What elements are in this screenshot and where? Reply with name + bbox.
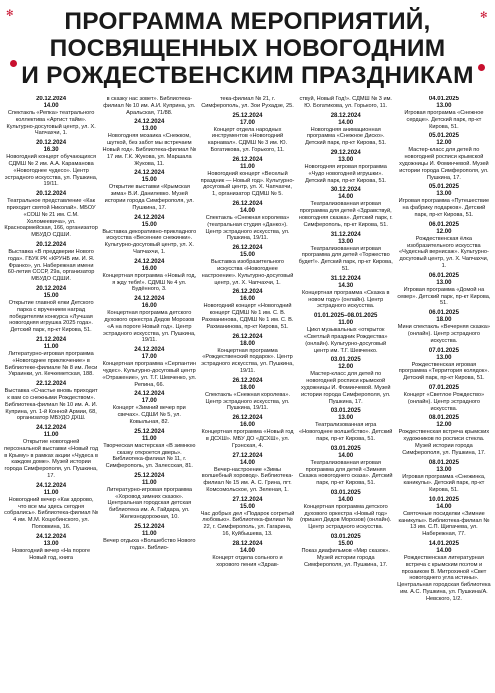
event-date: 30.12.2024 [330,187,361,194]
header [0,0,495,92]
event-desc: Святочные посиделки «Зимние каникулы». Библиотека-филиал № 13 им. С.П. Щипачева, ул. Набережная, 77. [398,510,490,538]
event-date: 24.12.2024 [36,482,67,489]
event-time: 11.00 [240,163,255,170]
event-desc: Игровая программа «Домой на север». Детский парк, пр-кт Кирова, 51. [397,286,491,307]
event-time: 15.00 [43,292,59,299]
event-desc: Мастер-класс для детей по новогодней росписи крымской художницы И. Фоминчевой. Музей истории города Симферополя, ул. Пушкина, 17. [399,147,489,181]
events-column [100,96,198,693]
event-desc: Открытие новогодней персональной выставки «Новый год в Крыму» в рамках акции «Чудеса в каждом доме». Музей истории города Симферополя, ул. Пушкина, 17. [4,439,99,480]
event-date: 08.01.2025 [428,459,459,466]
event-date: 24.12.2024 [36,533,67,540]
event-date: 24.12.2024 [134,391,165,398]
event-item [4,534,98,562]
event-item [102,259,196,293]
event-date: 07.01.2025 [428,384,459,391]
event-item [397,184,491,218]
event-item [299,276,393,310]
event-time: 14.00 [240,207,256,214]
events-column [198,96,296,693]
event-item [200,541,294,569]
event-desc: Рождественская игровая программа «Территория колядок». Детский парк, пр-кт Кирова, 51. [398,361,490,382]
event-desc: Игровая программа «Путешествие на фабрику подарков». Детский парк, пр-кт Кирова, 51. [398,198,490,218]
event-date: 06.01.2025 [428,221,459,228]
event-time: 17.00 [141,398,157,405]
event-date: 05.01.2025 [428,184,459,191]
event-date: 03.01.2025 [330,534,361,541]
event-item [397,385,491,412]
event-date: 01.01.2025–08.01.2025 [314,313,378,320]
event-item [299,313,393,354]
event-time: 11.00 [338,320,354,327]
event-time: 14.00 [338,119,354,126]
events-column [2,96,100,693]
event-time: 13.00 [338,415,354,422]
ornament-icon [10,60,17,67]
event-item [200,415,294,449]
event-item [200,157,294,198]
event-date: 20.12.2024 [36,140,67,147]
event-desc: Рождественская ёлка изобразительного искусства «Чудесный вернисаж». Культурно-досуговый центр, ул. Х. Чапчахчи, 1. [398,235,489,269]
event-date: 24.12.2024 [134,258,165,265]
event-item [102,215,196,256]
ornament-icon [478,64,485,71]
event-item [200,113,294,154]
event-item [102,347,196,388]
event-date: 06.01.2025 [428,310,459,317]
event-time: 13.00 [436,191,452,198]
event-desc: Концертная программа «Новый год в ДСХШ». МБУ ДО «ДСХШ», ул. Грэнская, 4. [201,429,294,449]
event-item [102,119,196,167]
snowflake-icon: ✻ [480,10,488,20]
event-date: 14.01.2025 [428,541,459,548]
event-time: 16.00 [240,422,256,429]
event-item [397,222,491,270]
event-desc: Концертная программа «Новый год, я жду тебя!». СДМШ № 4 ул. Будённого, 3. [102,272,197,293]
event-item [4,483,98,531]
event-time: 14.00 [240,547,256,554]
event-date: 25.12.2024 [134,523,165,530]
event-date: 26.12.2024 [232,377,263,384]
event-date: 27.12.2024 [232,496,263,503]
event-item [4,96,98,137]
event-date: 28.12.2024 [330,112,361,119]
event-time: 14.00 [338,194,354,201]
event-desc: тека-филиал № 21, г. Симферополь, ул. Зои Рухадзе, 25. [201,96,294,109]
event-date: 31.12.2024 [330,275,361,282]
event-desc: Выставка «В преддверии Нового года». ГБУК РК «КРУНБ им. И. Я. Франко», ул. Набережная имени 60-летия СССР, 29а, организатор МБУДО СДШИ. [7,248,95,283]
event-item [102,96,196,116]
event-item [200,334,294,375]
event-time: 11.00 [43,343,59,350]
snowflake-icon: ✻ [6,8,14,18]
event-item [397,133,491,181]
event-item [299,490,393,531]
event-time: 14.00 [338,496,354,503]
event-time: 16.00 [141,303,157,310]
event-date: 31.12.2024 [330,231,361,238]
event-date: 25.12.2024 [232,112,263,119]
event-item [102,473,196,521]
event-item [102,429,196,470]
event-time: 12.00 [338,364,354,371]
event-date: 24.12.2024 [134,170,165,177]
event-time: 16.00 [240,296,256,303]
event-date: 04.01.2025 [428,96,459,102]
event-desc: Спектакль «Репка» театрального коллектива «Артист тайм». Культурно-досуговый центр, ул. Х. Чапчахчи, 1. [6,110,96,137]
event-desc: Концертная программа детского духового оркестра Дедов Морозов «А на пороге Новый год». Центр эстрадного искусства, ул. Пушкина, 19/11. [103,310,196,344]
event-date: 20.12.2024 [36,241,67,248]
event-time: 13.00 [141,126,157,133]
event-time: 15.00 [338,541,354,548]
event-desc: Открытие главной елки Детского парка с вручением наград победителям конкурса «Лучшая новогодняя игрушка 2025 года». Детский парк, пр-кт Кирова, 51. [8,299,94,334]
event-date: 26.12.2024 [232,156,263,163]
event-time: 12.00 [436,422,452,429]
event-date: 26.12.2024 [232,245,263,252]
event-time: 15.00 [240,252,256,259]
event-time: 13.00 [338,238,354,245]
event-item [4,242,98,283]
event-item [299,357,393,405]
event-desc: Мастер-класс для детей по новогодней росписи крымской художницы И. Фоминчевой. Музей истории города Симферополя, ул. Пушкина, 17. [300,371,391,405]
event-item [299,534,393,568]
event-item [299,150,393,184]
event-item [200,96,294,110]
event-date: 20.12.2024 [36,191,67,198]
title-line-3: И РОЖДЕСТВЕНСКИМ ПРАЗДНИКАМ [21,62,474,89]
event-item [397,96,491,130]
event-date: 25.12.2024 [134,472,165,479]
event-desc: Спектакль «Снежная королева» (театральная студия «Данко»). Центр эстрадного искусства, ул. Пушкина, 19/11. [205,214,290,242]
event-desc: Игровая программа «Снежное сердце». Детский парк, пр-кт Кирова, 51. [404,110,484,130]
events-column [395,96,493,693]
event-item [397,310,491,344]
event-time: 15.00 [240,503,256,510]
event-desc: Концерт отдела сольного и хорового пения «Здрав- [212,554,283,568]
event-item [102,296,196,344]
event-time: 12.00 [436,140,452,147]
event-desc: Рождественская литературная встреча с крымским поэтом и прозаиком В. Митрохиной «Свет новогоднего угла истины». Центральная городская библиотека им. А.С. Пушкина, ул. Пушкина/А. Невского, 1/2. [397,555,491,602]
event-item [200,245,294,286]
event-item [397,348,491,382]
event-date: 21.12.2024 [36,336,67,343]
event-item [200,453,294,494]
event-item [397,541,491,603]
event-item [299,408,393,442]
event-desc: Концертная программа «Сказка в новом году» (онлайн). Центр эстрадного искусства. [301,289,390,310]
event-item [299,187,393,228]
event-date: 24.12.2024 [134,214,165,221]
event-time: 16.00 [141,265,157,272]
event-item [299,232,393,273]
event-date: 07.01.2025 [428,347,459,354]
event-date: 24.12.2024 [134,119,165,126]
event-date: 06.01.2025 [428,272,459,279]
event-date: 20.12.2024 [36,285,67,292]
event-date: 03.01.2025 [330,408,361,415]
event-item [397,415,491,456]
event-desc: Театрализованная игра «Новогоднее волшебство». Детский парк, пр-кт Кирова, 51. [298,422,393,442]
event-desc: Рождественская встреча крымских художников по росписи стекла. Музей истории города Симферополя, ул. Пушкина, 17. [398,429,490,456]
event-desc: Концерт «Светлое Рождество» (онлайн). Центр эстрадного искусства. [403,391,485,412]
event-item [4,425,98,480]
event-desc: Показ диафильмов «Мир сказок». Музей истории города Симферополя, ул. Пушкина, 17. [301,548,390,568]
event-item [200,497,294,538]
event-item [299,446,393,487]
event-desc: Новогодний концерт «Веселый праздник — Новый год». Культурно-досуговый центр, ул. Х. Чапчахчи, 1, организатор СДМШ № 5. [200,170,295,198]
event-desc: Час добрых дел «Подарок согретый любовью». Библиотека-филиал № 22, г. Симферополь, ул. Гагарина, 16, Куйбышева, 13. [200,510,295,538]
event-date: 27.12.2024 [232,452,263,459]
event-time: 18.00 [240,340,256,347]
event-time: 16.30 [43,147,59,154]
event-time: 12.00 [436,228,452,235]
event-desc: Мини спектакль «Вечерняя сказка» (онлайн). Центр эстрадного искусства. [397,324,491,344]
event-date: 29.12.2024 [330,149,361,156]
event-date: 26.12.2024 [232,200,263,207]
event-desc: Творческая мастерская «В зимнюю сказку откроется дверь». Библиотека-филиал № 11, г. Симферополь, ул. Залесская, 81. [103,442,196,470]
event-time: 18.00 [436,317,452,324]
event-time: 15.00 [141,221,157,228]
event-desc: Выставка декоративно-прикладного искусства «Весенние снежинки». Культурно-досуговый центр, ул. Х. Чапчахчи, 1. [102,228,197,255]
event-item [4,140,98,188]
event-desc: Открытие выставки «Крымская зима» В.И. Данилевко. Музей истории города Симферополя, ул. Пушкина, 17. [104,184,194,211]
event-item [4,191,98,239]
event-desc: Выставка «Счастье вновь приходит к вам со снежными Рождеством». Библиотека-филиал № 10 им. А. И. Куприна, ул. 1-й Конной Армии, 68, организатор МБУДО ДХШ. [4,388,98,422]
event-desc: Новогодний концерт обучающихся СДМШ № 2 им. А.А. Караманова «Новогоднее чудесо». Центр эстрадного искусства, ул. Пушкина, 19/11. [4,154,98,188]
event-desc: Театральное представление «Как приходит святой Николай». МБОУ «СОШ № 21 им. С.М. Холомеевича», ул. Красноармейская, 166, организатор МБУДО СДШИ. [4,198,98,239]
event-date: 24.12.2024 [36,425,67,432]
event-desc: Литературно-игровая программа «Хоровод зимних сказок». Центральная городская детская библиотека им. А. Гайдара, ул. Железнодорожная, 10. [106,486,192,521]
event-time: 18.00 [240,384,256,391]
event-desc: Концерт «Зимний вечер при свечах». СДШИ № 5, ул. Ковыльная, 82. [112,405,186,425]
event-date: 26.12.2024 [232,333,263,340]
event-desc: Театрализованная игровая программа для детей «Здравствуй, новогодняя сказка». Детский парк, г. Симферополь, пр-кт Кирова, 51. [298,201,393,228]
event-desc: ствуй, Новый Год!». СДМШ № 3 им. Ю. Богатикова, ул. Горького, 11. [299,96,392,109]
event-time: 11.00 [43,432,59,439]
event-item [102,170,196,211]
event-desc: Концертная программа «Рождественский подарок». Центр эстрадного искусства, ул. Пушкина, 19/11. [201,347,294,374]
event-time: 11.00 [141,530,157,537]
event-time: 14.30 [338,282,354,289]
event-date: 05.01.2025 [428,133,459,140]
event-date: 26.12.2024 [232,289,263,296]
event-time: 13.00 [436,466,452,473]
event-desc: Новогодний концерт «Новогодний концерт СДМШ № 1 им. С. В. Рахманинова, СДМШ № 1 им. С. В. Рахманинова, пр-кт Кирова, 51. [201,303,294,330]
event-time: 14.00 [338,452,354,459]
event-time: 11.00 [141,435,157,442]
event-date: 03.01.2025 [330,445,361,452]
event-desc: Концерт отдела народных инструментов «Новогодний карнавал». СДМШ № 3 им. Ю. Богатикова, ул. Горького, 11. [207,126,288,153]
event-date: 25.12.2024 [134,428,165,435]
event-date: 24.12.2024 [134,347,165,354]
event-time: 14.00 [436,548,452,555]
event-desc: Цикл музыкальных «открыток «Светлый праздник Рождества» (онлайн). Культурно-досуговый центр им. Т.Г. Шевченко. [303,327,388,354]
event-time: 11.00 [141,479,157,486]
event-date: 08.01.2025 [428,415,459,422]
event-desc: Театрализованная игровая программа для детей «Зимняя Сказка новогоднего сказа». Детский парк, пр-кт Кирова, 51. [298,459,393,487]
events-column [297,96,395,693]
event-date: 22.12.2024 [36,381,67,388]
event-desc: в сказку нас зовет». Библиотека-филиал № 10 им. А.И. Куприна, ул. Аральская, 71/88. [103,96,196,116]
event-time: 14.00 [240,459,256,466]
event-item [4,286,98,334]
event-item [200,201,294,242]
event-desc: Вечер-настроение «Зимы волшебный хоровод». Библиотека-филиал № 15 им. А. С. Грина, пгт. Комсомольское, ул. Зеленая, 1. [201,466,294,493]
event-date: 03.01.2025 [330,357,361,364]
event-time: 14.00 [43,103,59,109]
event-date: 28.12.2024 [232,540,263,547]
event-desc: Новогодняя анимационная программа «Снежное Диско». Детский парк, пр-кт Кирова, 51. [305,126,387,147]
event-time: 13.00 [436,103,452,109]
event-time: 15.00 [141,177,157,184]
event-desc: Спектакль «Снежная королева». Центр эстрадного искусства, ул. Пушкина, 19/11. [204,391,291,412]
event-desc: Новогодний вечер «На пороге Новый год, книга [12,547,91,561]
event-item [299,113,393,147]
event-time: 14.00 [436,503,452,510]
event-item [4,337,98,378]
event-item [200,289,294,330]
event-desc: Концертная программа «Серпантин чудес». Культурно-досуговый центр «Отражение», ул. Т.Г. Шевченко, ул. Репина, 66. [102,361,197,388]
event-item [200,378,294,412]
title-line-2: ПОСВЯЩЕННЫХ НОВОГОДНИМ [49,35,446,62]
event-time: 13.00 [436,279,452,286]
event-desc: Театрализованная игровая программа для детей «Торжество будет!». Детский парк, пр-кт Кирова, 51. [298,245,393,272]
event-time: 17.00 [141,354,157,361]
event-time: 11.00 [43,489,59,496]
event-item [397,460,491,494]
event-desc: Литературно-игровая программа «Новогоднее приключение» в Библиотеке-филиале № 8 им. Леси Украинки, ул. Кечкеметская, 188. [4,350,98,378]
events-columns [2,96,493,693]
event-date: 26.12.2024 [232,415,263,422]
event-item [102,524,196,552]
event-time: 13.00 [43,540,59,547]
event-desc: Новогодняя мозаика «Снежком, шуткой, без забот мы встречаем Новый год». Библиотека-филиал № 17 им. Г.К. Жукова, ул. Маршала Жукова, 11. [102,133,197,167]
event-item [299,96,393,110]
event-desc: Выставка изобразительного искусства «Новогоднее настроение». Культурно-досуговый центр, ул. Х. Чапчахчи, 1. [201,259,294,286]
event-time: 17.00 [240,119,256,126]
title-line-1: ПРОГРАММА МЕРОПРИЯТИЙ, [64,8,431,35]
event-item [397,497,491,538]
event-desc: Новогодняя игровая программа «Чудо новогодней игрушки». Детский парк, пр-кт Кирова, 51. [304,163,387,184]
event-date: 20.12.2024 [36,96,67,102]
event-date: 10.01.2025 [428,496,459,503]
event-item [397,273,491,307]
event-date: 03.01.2025 [330,489,361,496]
event-item [4,381,98,422]
event-desc: Новогодний вечер «Как здорово, что все мы здесь сегодня собрались». Библиотека-филиал № 4 им. М.М. Коцюбинского, ул. Поповкина, 16. [4,496,99,531]
event-time: 13.00 [436,354,452,361]
event-desc: Вечер отдыха «Волшебство Нового года». Библио- [103,537,196,551]
event-desc: Игровая программа «Снежинка, каникулы». Детский парк, пр-кт Кирова, 51. [402,473,486,494]
event-item [102,391,196,425]
event-date: 24.12.2024 [134,296,165,303]
event-time: 13.00 [338,156,354,163]
event-desc: Концертная программа детского духового оркестра «Новый год» (пришел Дедов Морозов) (онлайн). Центр эстрадного искусства. [300,503,392,531]
